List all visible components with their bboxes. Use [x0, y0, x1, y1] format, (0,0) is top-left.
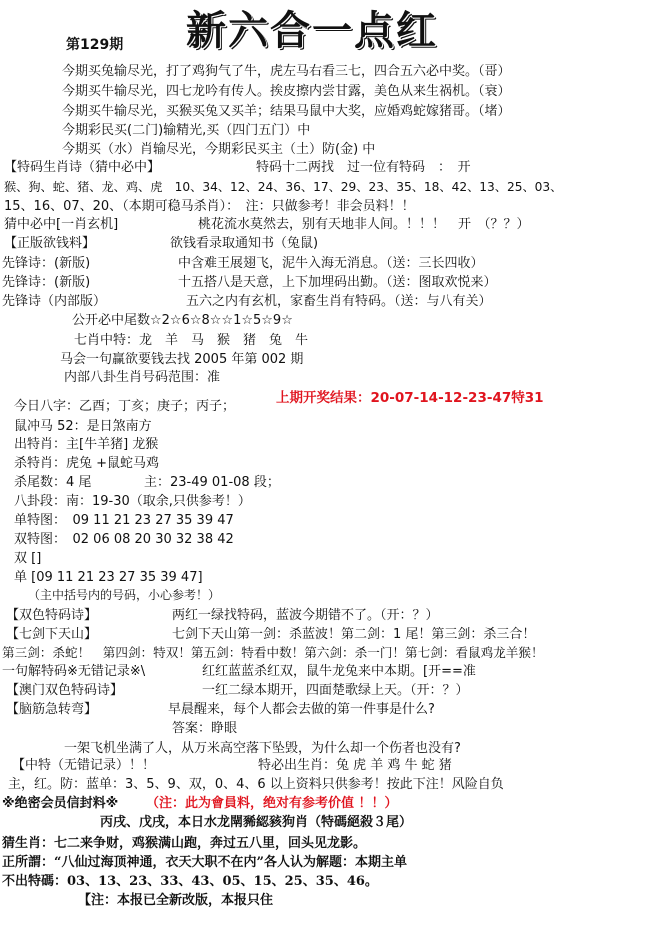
text-line: 公开必中尾数☆2☆6☆8☆☆1☆5☆9☆ [72, 313, 293, 328]
text-line: 马会一句赢欲要钱去找 2005 年第 002 期 [60, 352, 304, 367]
text-line: 杀尾数：4 尾 [14, 475, 92, 490]
section-heading: 【脑筋急转弯】 [6, 702, 98, 717]
text-line: 一红二绿本期开，四面楚歌绿上天。（开：？） [202, 683, 469, 698]
section-heading: 【特码生肖诗（猜中必中】 [4, 160, 161, 175]
text-line: 中含难王展翅飞，泥牛入海无消息。（送：三长四收） [178, 256, 484, 271]
section-heading: 一句解特码※无错记录※\ [2, 664, 146, 679]
section-heading: 【正版欲钱料】 [4, 236, 96, 251]
issue-number: 第129期 [66, 37, 124, 53]
section-heading: 【澳门双色特码诗】 [6, 683, 124, 698]
text-line: 主：23-49 01-08 段； [144, 475, 280, 490]
text-line: 今日八字：乙酉；丁亥；庚子；丙子； [14, 399, 236, 414]
section-heading: 【双色特码诗】 [6, 608, 98, 623]
text-line: 不出特碼：03、13、23、33、43、05、15、25、35、46。 [2, 874, 378, 889]
text-line: 两红一绿找特码，蓝波今期错不了。（开：？） [172, 608, 439, 623]
text-line: 单特图： 09 11 21 23 27 35 39 47 [14, 513, 234, 528]
text-line: 特必出生肖：兔 虎 羊 鸡 牛 蛇 猪 [258, 758, 452, 773]
member-note: （注：此为會員料，绝对有参考价值 ！！） [146, 796, 398, 811]
text-line: 今期彩民买(二门)输精光,买（四门五门）中 [62, 123, 311, 138]
text-line: 今期买（水）肖输尽光，今期彩民买主（土）防(金) 中 [62, 142, 376, 157]
text-line: 桃花流水莫然去，别有天地非人间。！！！ 开 （？？） [198, 217, 530, 232]
text-line: 单 [09 11 21 23 27 35 39 47] [14, 570, 203, 585]
text-line: 七肖中特：龙 羊 马 猴 猪 兔 牛 [74, 333, 309, 348]
text-line: 主，红。防：蓝单：3、5、9、双，0、4、6 以上资料只供参考！按此下注！风险自负 [8, 777, 504, 792]
text-line: 15、16、07、20、（本期可稳马杀肖）： 注：只做参考！非会员料！！ [4, 199, 415, 214]
section-heading: 先锋诗：(新版) [2, 275, 91, 290]
section-heading: 【七剑下天山】 [6, 627, 98, 642]
text-line: 猜生肖：七二来争财，鸡猴满山跑，奔过五八里，回头见龙影。 [2, 836, 367, 851]
last-result: 上期开奖结果：20-07-14-12-23-47特31 [276, 390, 544, 406]
text-line: 十五搭八是天意，上下加埋码出勤。（送：图取欢悦来） [178, 275, 497, 290]
text-line: 答案：睁眼 [172, 721, 238, 736]
section-heading: 先锋诗：(新版) [2, 256, 91, 271]
text-line: 猴、狗、蛇、猪、龙、鸡、虎 10、34、12、24、36、17、29、23、35、18、42、13、25、03、 [4, 180, 563, 194]
text-line: 今期买牛输尽光，买猴买兔又买羊；结果马鼠中大奖，应婚鸡蛇嫁猪哥。（堵） [62, 104, 511, 119]
text-line: 第三剑：杀蛇！ 第四剑：特双！第五剑：特看中数！第六剑：杀一门！第七剑：看鼠鸡龙羊猴！ [2, 645, 544, 660]
text-line: 今期买兔输尽光，打了鸡狗气了牛，虎左马右看三七，四合五六必中奖。（哥） [62, 64, 511, 79]
text-line: 正所謂：“八仙过海顶神通，衣天大职不在内”各人认为解题：本期主单 [2, 855, 407, 870]
text-line: 早晨醒来，每个人都会去做的第一件事是什么? [168, 702, 435, 717]
text-line: 双 [] [14, 551, 42, 566]
text-line: 红红蓝蓝杀红双，鼠牛龙兔来中本期。[开==准 [202, 664, 476, 679]
text-line: 今期买牛输尽光，四七龙吟有传人。挨皮擦内尝甘露，美色从来生祸机。（衰） [62, 84, 511, 99]
text-line: 七剑下天山第一剑：杀蓝波！第二剑：1 尾！第三剑：杀三合！ [172, 627, 536, 642]
section-heading: 先锋诗（内部版） [2, 294, 107, 309]
page-title: 新六合一点红 [186, 8, 438, 54]
text-line: 丙戌、戊戌，本日水龙閛豨綛豥狗肖（特碼絕殺３尾） [100, 815, 413, 830]
text-line: 杀特肖：虎兔 +鼠蛇马鸡 [14, 456, 160, 471]
text-line: 内部八卦生肖号码范围：准 [64, 370, 221, 385]
text-line: （主中括号内的号码，小心参考！） [28, 588, 221, 602]
text-line: 一架飞机坐满了人，从万米高空落下坠毁，为什么却一个伤者也没有? [64, 741, 461, 756]
text-line: 特码十二两找 过一位有特码 ： 开 [256, 160, 471, 175]
section-heading: 【中特（无错记录）！！ [12, 758, 156, 773]
text-line: 出特肖：主[牛羊猪] 龙猴 [14, 437, 159, 452]
section-heading: 猜中必中[一肖玄机] [4, 217, 119, 232]
text-line: 五六之内有玄机，家畜生肖有特码。（送：与八有关） [186, 294, 492, 309]
text-line: 欲钱看录取通知书（兔鼠) [170, 236, 319, 251]
section-heading: ※绝密会员信封料※ [2, 796, 119, 811]
text-line: 鼠冲马 52：是日煞南方 [14, 419, 152, 434]
text-line: 【注：本报已全新改版，本报只住 [78, 893, 274, 908]
text-line: 八卦段：南：19-30（取余,只供参考！） [14, 494, 251, 509]
text-line: 双特图： 02 06 08 20 30 32 38 42 [14, 532, 234, 547]
